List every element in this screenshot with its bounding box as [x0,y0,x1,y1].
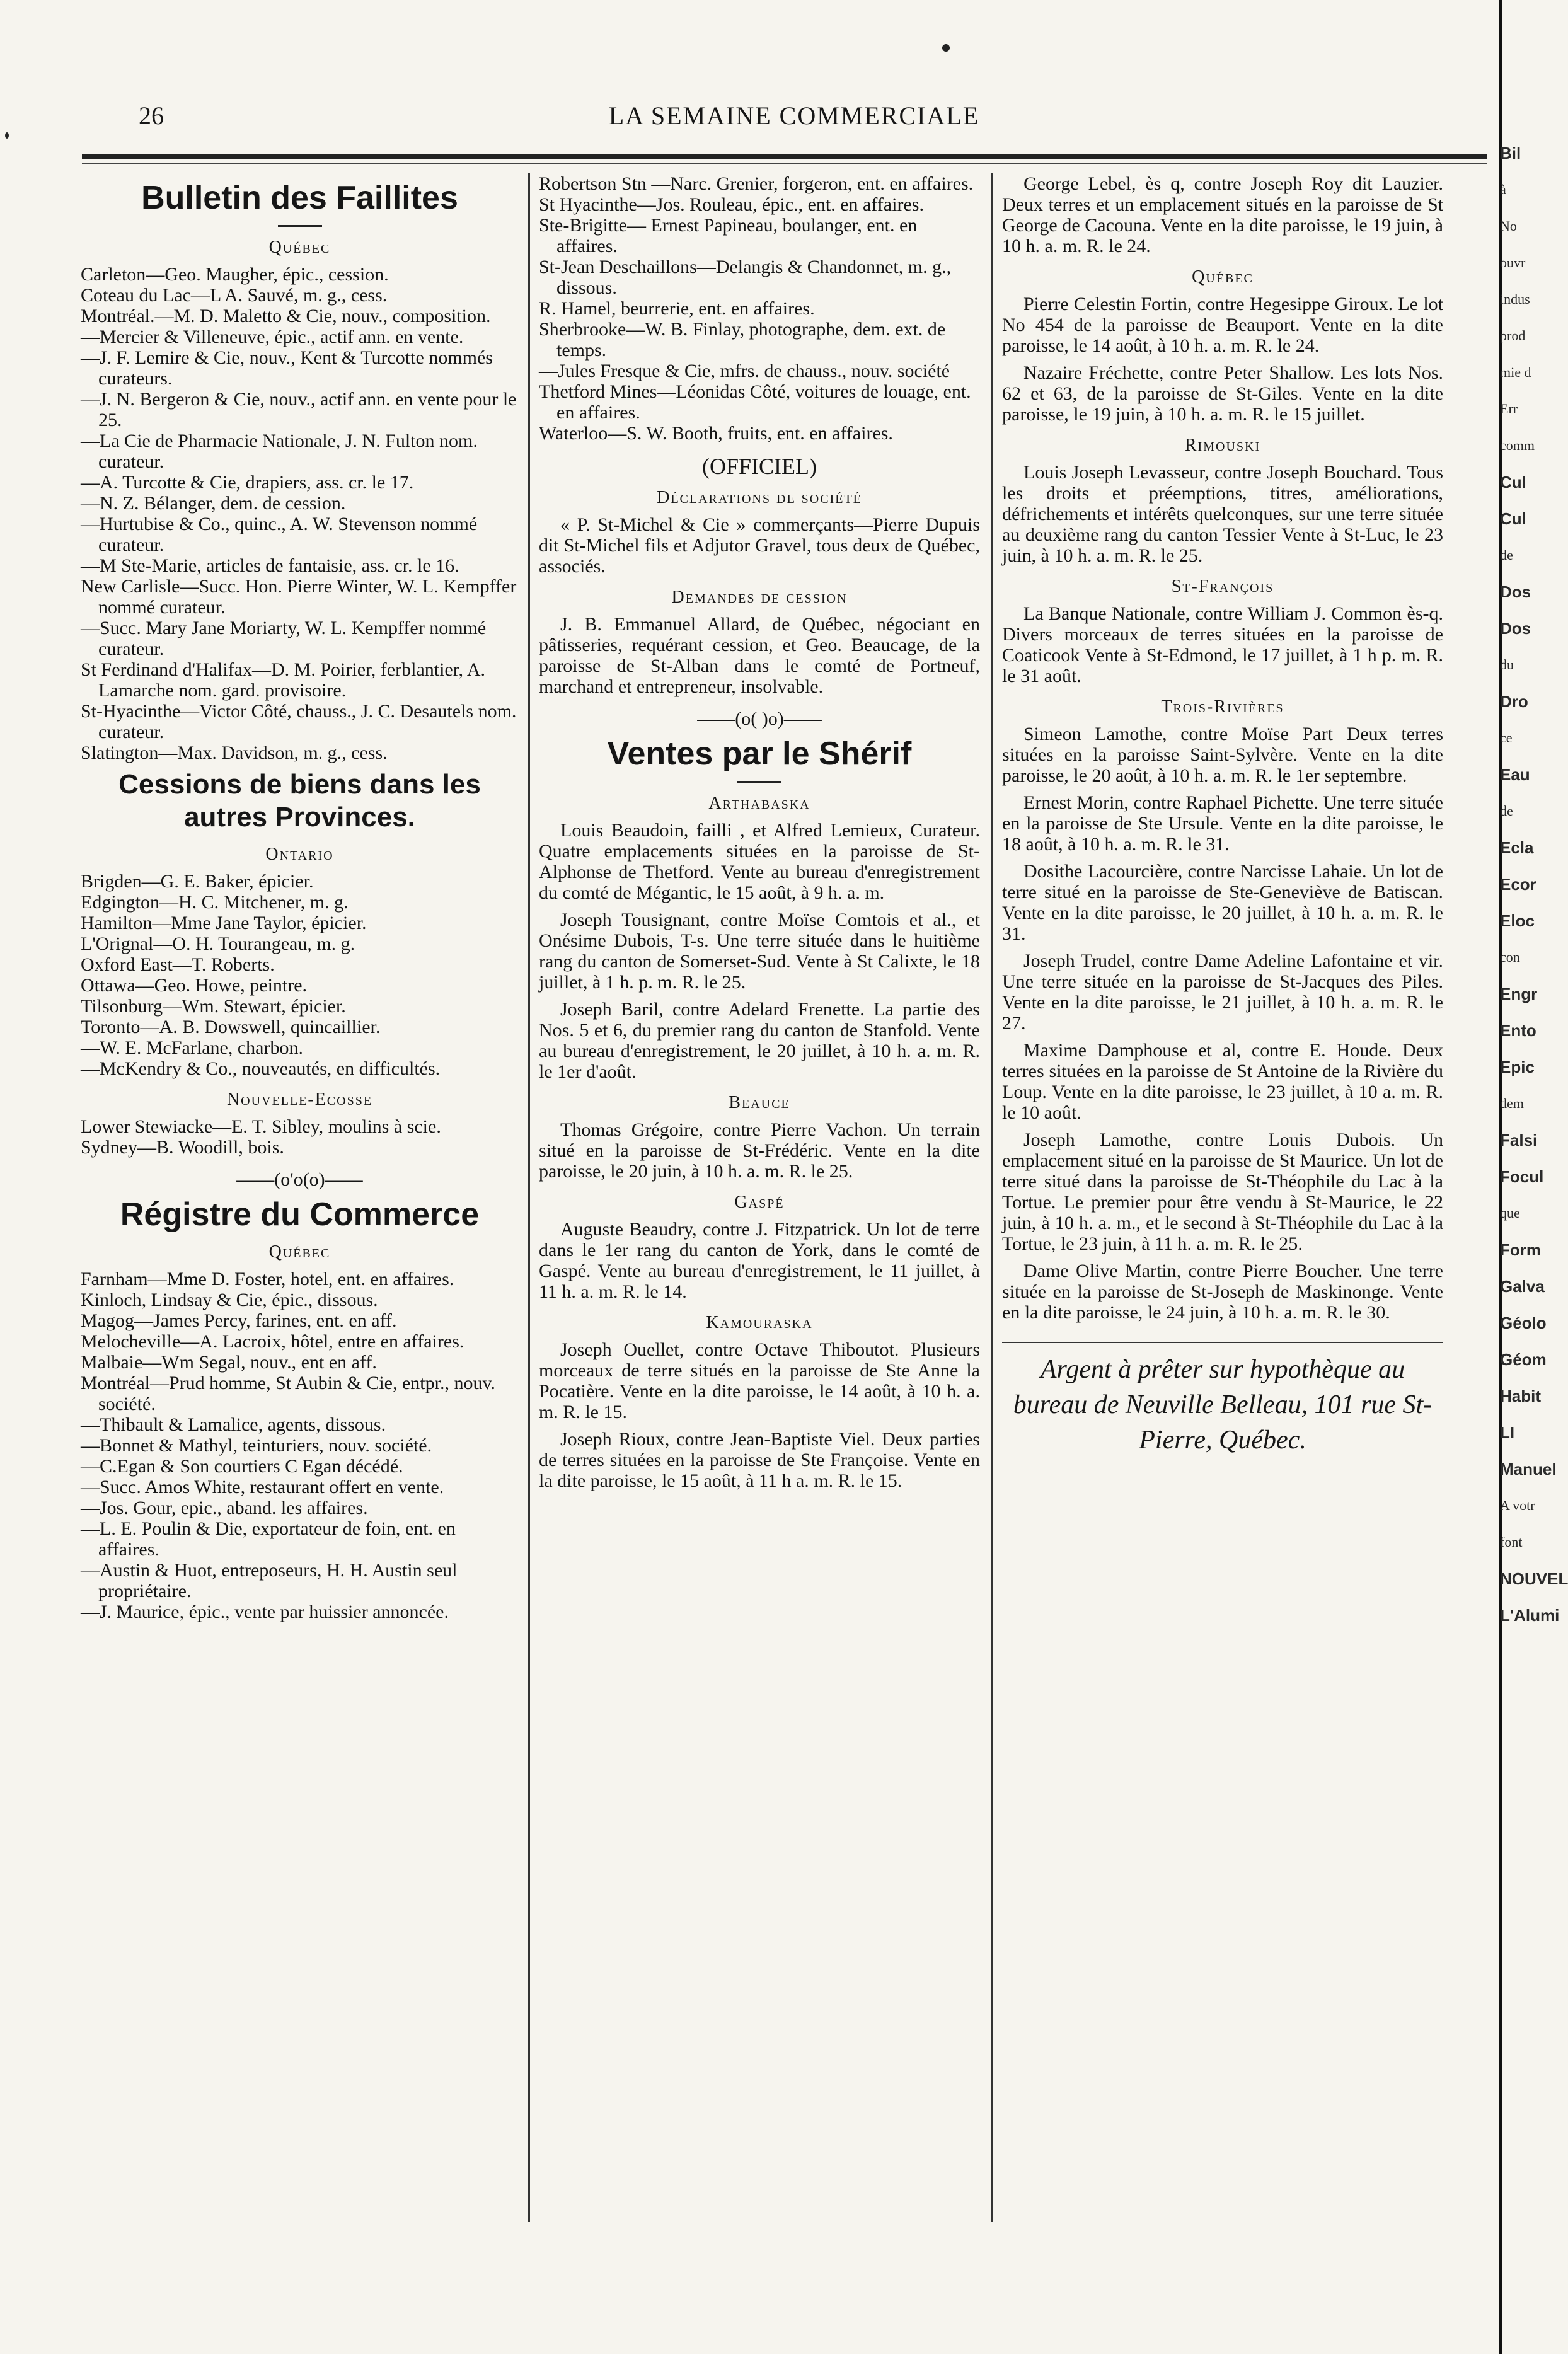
registry-entry: Kinloch, Lindsay & Cie, épic., dissous. [81,1290,378,1310]
ornament: ——(o'o(o)—— [236,1169,363,1190]
registry-entry-list [539,173,980,444]
region-label: Québec [268,238,331,257]
fragment-text: LI [1500,1423,1515,1442]
fragment-text: Focul [1500,1167,1544,1186]
print-speck [5,132,9,139]
short-rule [278,225,322,227]
fragment-text: No [1500,218,1517,234]
bankruptcy-entry: Carleton—Geo. Maugher, épic., cession. [81,264,389,285]
bankruptcy-entry: Coteau du Lac—L A. Sauvé, m. g., cess. [81,285,388,306]
section-title-cessions: Cessions de biens dans les autres Provinces. [118,769,481,833]
cession-entry: —McKendry & Co., nouveautés, en difficultés. [81,1058,441,1079]
district-label: Québec [1192,267,1254,287]
declaration-text: « P. St-Michel & Cie » commerçants—Pierre Dupuis dit St-Michel fils et Adjutor Gravel, tous deux de Québec, associés. [539,514,980,577]
registry-entry: —J. Maurice, épic., vente par huissier annoncée. [81,1601,449,1622]
sale-notice-list [539,1219,980,1302]
fragment-text: Eau [1500,765,1530,784]
sale-notice: Simeon Lamothe, contre Moïse Part Deux terres situées en la paroisse Saint-Sylvère. Vente en la dite paroisse, le 20 août, à 10 h. a. m. R. le 1er septembre. [1002,724,1443,786]
fragment-text: Ecla [1500,838,1534,857]
cession-entry: Oxford East—T. Roberts. [81,954,275,975]
fragment-text: Falsi [1500,1131,1538,1150]
fragment-text: de [1500,803,1513,819]
sale-notice: La Banque Nationale, contre William J. Common ès-q. Divers morceaux de terres situées en la paroisse de Coaticook Vente à St-Edmond, le 17 juillet, à 1 h p. m. R. le 31 août. [1002,603,1443,686]
sale-notice: George Lebel, ès q, contre Joseph Roy dit Lauzier. Deux terres et un emplacement situés en la paroisse de St George de Cacouna. Vente en la dite paroisse, le 19 juin, à 10 h. a. m. R. le 24. [1002,173,1443,257]
district-label: Beauce [729,1093,790,1112]
cession-entry: Tilsonburg—Wm. Stewart, épicier. [81,996,346,1017]
sale-notice: Joseph Lamothe, contre Louis Dubois. Un emplacement situé en la paroisse de St Maurice. Un lot de terre situé dans la paroisse de St-Théophile du Lac à la Tortue. Le premier pour être vendu à St-Maurice, le 22 juin, à 10 h. a. m., et le second à St-Théophile du Lac à la Tortue, le 23 juin, à 11 h. a. m. R. le 25. [1002,1129,1443,1254]
registry-entry: —Jos. Gour, epic., aband. les affaires. [81,1497,368,1518]
bankruptcy-entry: —N. Z. Bélanger, dem. de cession. [81,493,346,514]
sale-notice: Nazaire Fréchette, contre Peter Shallow. Les lots Nos. 62 et 63, de la paroisse de St-Giles. Vente en la dite paroisse, le 19 juin, à 10 h. a. m. R. le 15 juillet. [1002,362,1443,425]
cession-entry: L'Orignal—O. H. Tourangeau, m. g. [81,933,355,954]
masthead-title: LA SEMAINE COMMERCIALE [608,101,980,130]
registry-entry: St-Jean Deschaillons—Delangis & Chandonnet, m. g., dissous. [539,257,952,298]
fragment-text: Err [1500,401,1518,417]
fragment-text: Epic [1500,1058,1535,1076]
page-header [82,101,1506,145]
fragment-text: Cul [1500,473,1526,492]
ornament: ——(o( )o)—— [697,708,822,729]
column-3 [1002,173,1443,1458]
bankruptcy-entry-list [81,264,519,763]
fragment-text: mie d [1500,364,1531,380]
sale-notice: Joseph Rioux, contre Jean-Baptiste Viel. Deux parties de terres situées en la paroisse de Ste Françoise. Vente en la dite paroisse, le 15 août, à 11 h a. m. R. le 15. [539,1429,980,1491]
section-title-faillites: Bulletin des Faillites [141,180,458,216]
registry-entry: Waterloo—S. W. Booth, fruits, ent. en affaires. [539,423,893,444]
district-label: Gaspé [734,1192,785,1212]
sale-notice: Pierre Celestin Fortin, contre Hegesippe Giroux. Le lot No 454 de la paroisse de Beauport. Vente en la dite paroisse, le 14 août, à 10 h. a. m. R. le 24. [1002,294,1443,356]
short-rule [737,781,781,783]
fragment-text: Habit [1500,1387,1541,1405]
registry-entry: Robertson Stn —Narc. Grenier, forgeron, ent. en affaires. [539,173,974,194]
column-1 [81,173,519,1622]
bankruptcy-entry: —M Ste-Marie, articles de fantaisie, ass. cr. le 16. [81,555,459,576]
sale-notice-list [1002,724,1443,1323]
sale-notice-list [539,1119,980,1182]
cession-entry: Brigden—G. E. Baker, épicier. [81,871,314,892]
registry-entry: R. Hamel, beurrerie, ent. en affaires. [539,298,815,319]
registry-entry: St Hyacinthe—Jos. Rouleau, épic., ent. en affaires. [539,194,924,215]
fragment-text: Bil [1500,144,1521,163]
fragment-text: Dos [1500,582,1531,601]
bankruptcy-entry: Montréal.—M. D. Maletto & Cie, nouv., composition. [81,306,491,326]
column-2 [539,173,980,1491]
registry-entry: Montréal—Prud homme, St Aubin & Cie, entpr., nouv. société. [81,1373,496,1414]
region-label: Ontario [265,845,334,864]
cession-entry-list [81,871,519,1079]
registry-entry: —Austin & Huot, entreposeurs, H. H. Austin seul propriétaire. [81,1560,458,1601]
fragment-text: Géolo [1500,1313,1547,1332]
fragment-text: Ecor [1500,875,1536,894]
sale-notice: Joseph Baril, contre Adelard Frenette. La partie des Nos. 5 et 6, du premier rang du canton de Stanfold. Vente au bureau d'enregistrement, le 20 juillet, à 10 h. a. m. R. le 1er d'août. [539,999,980,1082]
registry-entry: Sherbrooke—W. B. Finlay, photographe, dem. ext. de temps. [539,319,946,361]
sale-notice: Louis Joseph Levasseur, contre Joseph Bouchard. Tous les droits et préemptions, titres, améliorations, défrichements et intérêts quelconques, sur une terre située au deuxième rang du canton Tessier Vente à St-Luc, le 23 juin, à 10 h. a. m. R. le 25. [1002,462,1443,566]
fragment-text: à [1500,182,1506,197]
cession-entry: Lower Stewiacke—E. T. Sibley, moulins à scie. [81,1116,441,1137]
column-divider [528,173,530,2222]
sale-notice: Dame Olive Martin, contre Pierre Boucher. Une terre située en la paroisse de St-Joseph de Maskinonge. Vente en la dite paroisse, le 24 juin, à 10 h. a. m. R. le 30. [1002,1261,1443,1323]
registry-entry: —Bonnet & Mathyl, teinturiers, nouv. société. [81,1435,432,1456]
district-label: Rimouski [1184,436,1261,455]
sale-notice-list [539,1339,980,1491]
fragment-text: Engr [1500,984,1538,1003]
subsection-label: Déclarations de société [657,488,862,507]
loan-advertisement: Argent à prêter sur hypothèque au bureau de Neuville Belleau, 101 rue St-Pierre, Québec. [1002,1342,1443,1458]
registry-entry: Malbaie—Wm Segal, nouv., ent en aff. [81,1352,377,1373]
page-number: 26 [139,101,164,130]
fragment-text: Eloc [1500,911,1535,930]
fragment-text: Manuel [1500,1460,1557,1479]
sale-notice: Ernest Morin, contre Raphael Pichette. Une terre située en la paroisse de Ste Ursule. Vente en la dite paroisse, le 18 août, à 10 h. a. m. R. le 31. [1002,792,1443,855]
bankruptcy-entry: —Hurtubise & Co., quinc., A. W. Stevenson nommé curateur. [81,514,478,555]
district-label: Kamouraska [706,1313,813,1332]
cession-entry: Hamilton—Mme Jane Taylor, épicier. [81,913,367,933]
adjacent-page-fragment [1500,144,1568,2225]
fragment-text: NOUVEL [1500,1569,1568,1588]
sale-notice: Louis Beaudoin, failli , et Alfred Lemieux, Curateur. Quatre emplacements situées en la paroisse de St-Alphonse de Thetford. Vente au bureau d'enregistrement du comté de Mégantic, le 15 août, à 9 h. a. m. [539,820,980,903]
bankruptcy-entry: St-Hyacinthe—Victor Côté, chauss., J. C. Desautels nom. curateur. [81,701,517,742]
fragment-text: de [1500,547,1513,563]
cession-entry: —W. E. McFarlane, charbon. [81,1037,303,1058]
bankruptcy-entry: —Mercier & Villeneuve, épic., actif ann. en vente. [81,326,464,347]
fragment-text: dem [1500,1095,1524,1111]
registry-entry: —Succ. Amos White, restaurant offert en vente. [81,1477,444,1497]
fragment-text: font [1500,1534,1523,1550]
bankruptcy-entry: —J. F. Lemire & Cie, nouv., Kent & Turcotte nommés curateurs. [81,347,493,389]
header-rule-thin [82,163,1487,164]
fragment-text: Form [1500,1240,1541,1259]
print-speck [942,44,950,52]
registry-entry: Magog—James Percy, farines, ent. en aff. [81,1310,397,1331]
district-label: Trois-Rivières [1161,697,1284,717]
bankruptcy-entry: —A. Turcotte & Cie, drapiers, ass. cr. le 17. [81,472,414,493]
district-label: Arthabaska [708,793,810,813]
fragment-text: Dro [1500,692,1528,711]
registry-entry: —L. E. Poulin & Die, exportateur de foin, ent. en affaires. [81,1518,456,1560]
registry-entry: —Thibault & Lamalice, agents, dissous. [81,1414,386,1435]
section-title-registre: Régistre du Commerce [120,1196,480,1233]
registry-entry: Farnham—Mme D. Foster, hotel, ent. en affaires. [81,1269,454,1290]
sale-notice: Dosithe Lacourcière, contre Narcisse Lahaie. Un lot de terre situé en la paroisse de Ste-Geneviève de Batiscan. Vente en la dite paroisse, le 20 juillet, à 10 h. a. m. R. le 31. [1002,861,1443,944]
demande-text: J. B. Emmanuel Allard, de Québec, négociant en pâtisseries, requérant cession, et Geo. Beaucage, de la paroisse de St-Alban dans le comté de Portneuf, marchand et entrepreneur, insolvable. [539,614,980,697]
registry-entry: Melocheville—A. Lacroix, hôtel, entre en affaires. [81,1331,464,1352]
fragment-text: indus [1500,291,1530,307]
cession-entry-list [81,1116,519,1158]
sale-notice-list [1002,603,1443,686]
fragment-text: ce [1500,730,1513,746]
registry-entry: Thetford Mines—Léonidas Côté, voitures de louage, ent. en affaires. [539,381,971,423]
sale-notice: Thomas Grégoire, contre Pierre Vachon. Un terrain situé en la paroisse de St-Frédéric. Vente en la dite paroisse, le 20 juin, à 10 h. a. m. R. le 25. [539,1119,980,1182]
cession-entry: Edgington—H. C. Mitchener, m. g. [81,892,349,913]
officiel-label: (OFFICIEL) [702,454,817,479]
fragment-text: Galva [1500,1277,1545,1296]
fragment-text: Dos [1500,619,1531,638]
fragment-text: Géom [1500,1350,1547,1369]
section-title-ventes: Ventes par le Shérif [607,736,912,772]
fragment-text: Ento [1500,1021,1536,1040]
sale-notice-list [1002,462,1443,566]
bankruptcy-entry: —Succ. Mary Jane Moriarty, W. L. Kempffer nommé curateur. [81,618,487,659]
fragment-text: A votr [1500,1497,1535,1513]
fragment-text: Cul [1500,509,1526,528]
registry-entry: Ste-Brigitte— Ernest Papineau, boulanger, ent. en affaires. [539,215,918,257]
registry-entry: —Jules Fresque & Cie, mfrs. de chauss., nouv. société [539,361,950,381]
fragment-text: que [1500,1205,1520,1221]
cession-entry: Toronto—A. B. Dowswell, quincaillier. [81,1017,381,1037]
fragment-text: con [1500,949,1520,965]
bankruptcy-entry: Slatington—Max. Davidson, m. g., cess. [81,742,388,763]
fragment-text: ouvr [1500,255,1526,270]
registry-entry: —C.Egan & Son courtiers C Egan décédé. [81,1456,403,1477]
sale-notice: Maxime Damphouse et al, contre E. Houde. Deux terres situées en la paroisse de St Antoine de la Rivière du Loup. Vente en la dite paroisse, le 23 juillet, à 10 a. m. R. le 10 août. [1002,1040,1443,1123]
district-label: St-François [1171,577,1274,596]
sale-notice-list [539,820,980,1082]
subsection-label: Demandes de cession [671,587,848,607]
sale-notice: Joseph Ouellet, contre Octave Thiboutot. Plusieurs morceaux de terre situés en la paroisse de Ste Anne la Pocatière. Vente en la dite paroisse, le 14 août, à 10 h. a. m. R. le 15. [539,1339,980,1422]
sale-notice: Auguste Beaudry, contre J. Fitzpatrick. Un lot de terre dans le 1er rang du canton de York, dans le comté de Gaspé. Vente au bureau d'enregistrement, le 11 juillet, à 11 h. a. m. R. le 14. [539,1219,980,1302]
header-rule [82,154,1487,159]
cession-entry: Sydney—B. Woodill, bois. [81,1137,284,1158]
fragment-text: comm [1500,437,1535,453]
region-label: Nouvelle-Ecosse [226,1090,373,1109]
sale-notice: Joseph Tousignant, contre Moïse Comtois et al., et Onésime Dubois, T-s. Une terre située dans le huitième rang du canton de Somerset-Sud. Vente à St Calixte, le 18 juillet, à 1 h. p. m. R. le 25. [539,909,980,993]
bankruptcy-entry: St Ferdinand d'Halifax—D. M. Poirier, ferblantier, A. Lamarche nom. gard. provisoire. [81,659,486,701]
fragment-text: prod [1500,328,1526,343]
fragment-text: L'Alumi [1500,1606,1560,1625]
fragment-text: du [1500,657,1514,672]
sale-notice-list [1002,294,1443,425]
sale-notice: Joseph Trudel, contre Dame Adeline Lafontaine et vir. Une terre située en la paroisse de St-Jacques des Piles. Vente en la dite paroisse, le 21 juillet, à 10 h. a. m. R. le 27. [1002,950,1443,1034]
registry-entry-list [81,1269,519,1622]
bankruptcy-entry: New Carlisle—Succ. Hon. Pierre Winter, W. L. Kempffer nommé curateur. [81,576,517,618]
region-label: Québec [268,1242,331,1262]
bankruptcy-entry: —J. N. Bergeron & Cie, nouv., actif ann. en vente pour le 25. [81,389,517,430]
bankruptcy-entry: —La Cie de Pharmacie Nationale, J. N. Fulton nom. curateur. [81,430,478,472]
cession-entry: Ottawa—Geo. Howe, peintre. [81,975,308,996]
column-divider [991,173,993,2222]
